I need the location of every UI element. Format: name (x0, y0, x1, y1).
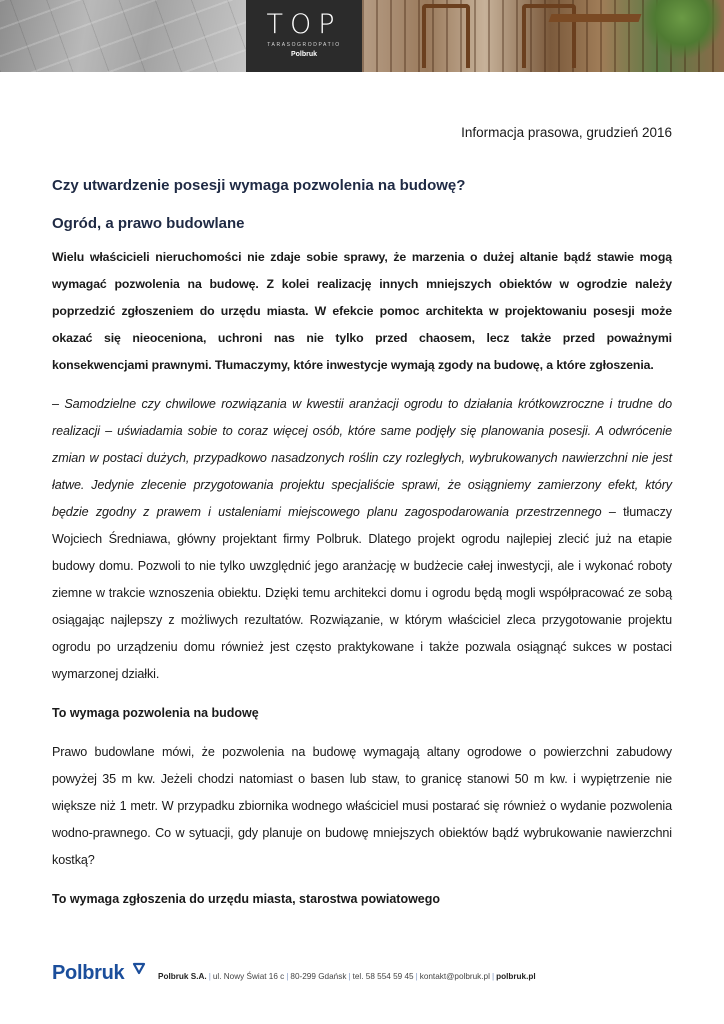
article-subtitle: Ogród, a prawo budowlane (52, 215, 245, 232)
top-logo-brand: Polbruk (290, 51, 318, 58)
footer-separator: | (286, 972, 289, 981)
lead-paragraph: Wielu właścicieli nieruchomości nie zdaje sobie sprawy, że marzenia o dużej altanie bądź stawie mogą wymagać pozwolenia na budowę. Z kolei realizację innych mniejszych obiektów w ogrodzie należy poprzedzić zgłoszeniem do urzędu miasta. W efekcie pomoc architekta w projektowaniu posesji może okazać się nieoceniona, uchroni nas nie tylko przed chaosem, lecz także przed poważnymi konsekwencjami prawnymi. Tłumaczymy, które inwestycje wymają zgody na budowę, a które zgłoszenia. (52, 250, 672, 372)
footer-email-link[interactable]: kontakt@polbruk.pl (419, 972, 490, 981)
garden-furniture-photo (362, 0, 724, 72)
chair-shape (422, 4, 470, 68)
table-shape (549, 14, 642, 22)
article-title: Czy utwardzenie posesji wymaga pozwolenia na budowę? (52, 177, 466, 194)
section-heading-notification: To wymaga zgłoszenia do urzędu miasta, starostwa powiatowego (52, 892, 441, 906)
top-logo (246, 0, 362, 72)
polbruk-logo: Polbruk (52, 962, 125, 984)
footer-address: ul. Nowy Świat 16 c (212, 972, 285, 981)
paving-stones-photo (0, 0, 246, 72)
quote-paragraph (52, 391, 672, 688)
top-logo-subtitle: TARASOGRODPATIO (267, 42, 341, 48)
plant-shape (640, 0, 724, 60)
section-heading-building-permit: To wymaga pozwolenia na budowę (52, 706, 259, 720)
footer-phone: tel. 58 554 59 45 (352, 972, 414, 981)
footer-separator: | (208, 972, 211, 981)
header-banner (0, 0, 724, 72)
page-footer (52, 960, 672, 988)
polbruk-logo-icon (132, 961, 146, 975)
press-release-date: Informacja prasowa, grudzień 2016 (461, 125, 672, 140)
footer-website-link[interactable]: polbruk.pl (496, 972, 536, 981)
article-body (52, 176, 672, 913)
footer-company: Polbruk S.A. (158, 972, 207, 981)
quote-attribution-text: – tłumaczy Wojciech Średniawa, główny projektant firmy Polbruk. Dlatego projekt ogrodu najlepiej zlecić już na etapie budowy domu. Pozwoli to nie tylko uwzględnić jego aranżację w budżecie całej inwestycji, ale i wykonać roboty ziemne w trakcie wznoszenia obiektu. Dzięki temu architekci domu i ogrodu będą mogli współpracować ze sobą osiągając najlepszy z możliwych rezultatów. Rozwiązanie, w którym właściciel zleca przygotowanie projektu ogrodu po urządzeniu domu również jest często praktykowane i także pozwala osiągnąć sukces w postaci wymarzonej działki. (52, 505, 672, 681)
quote-italic-text: – Samodzielne czy chwilowe rozwiązania w kwestii aranżacji ogrodu to działania krótkowzroczne i trudne do realizacji – uświadamia sobie to coraz więcej osób, które same podjęły się planowania posesji. A odwrócenie zmian w postaci dużych, przypadkowo nasadzonych roślin czy rozległych, wybrukowanych nawierzchni nie jest łatwe. Jedynie zlecenie przygotowania projektu specjaliście sprawi, że osiągniemy zamierzony efekt, który będzie zgodny z prawem i ustaleniami miejscowego planu zagospodarowania przestrzennego (52, 397, 672, 519)
footer-separator: | (415, 972, 418, 981)
top-logo-mark: TOP (266, 9, 342, 40)
footer-separator: | (348, 972, 351, 981)
footer-city: 80-299 Gdańsk (290, 972, 347, 981)
section-paragraph-building-permit: Prawo budowlane mówi, że pozwolenia na budowę wymagają altany ogrodowe o powierzchni zabudowy powyżej 35 m kw. Jeżeli chodzi natomiast o basen lub staw, to granicę stanowi 50 m kw. i wypiętrzenie nie większe niż 1 metr. W przypadku zbiornika wodnego właściciel musi postarać się również o wydanie pozwolenia wodno-prawnego. Co w sytuacji, gdy planuje on budowę mniejszych obiektów bądź wybrukowanie nawierzchni kostką? (52, 745, 672, 867)
footer-contact-info (158, 971, 536, 983)
footer-separator: | (491, 972, 495, 981)
